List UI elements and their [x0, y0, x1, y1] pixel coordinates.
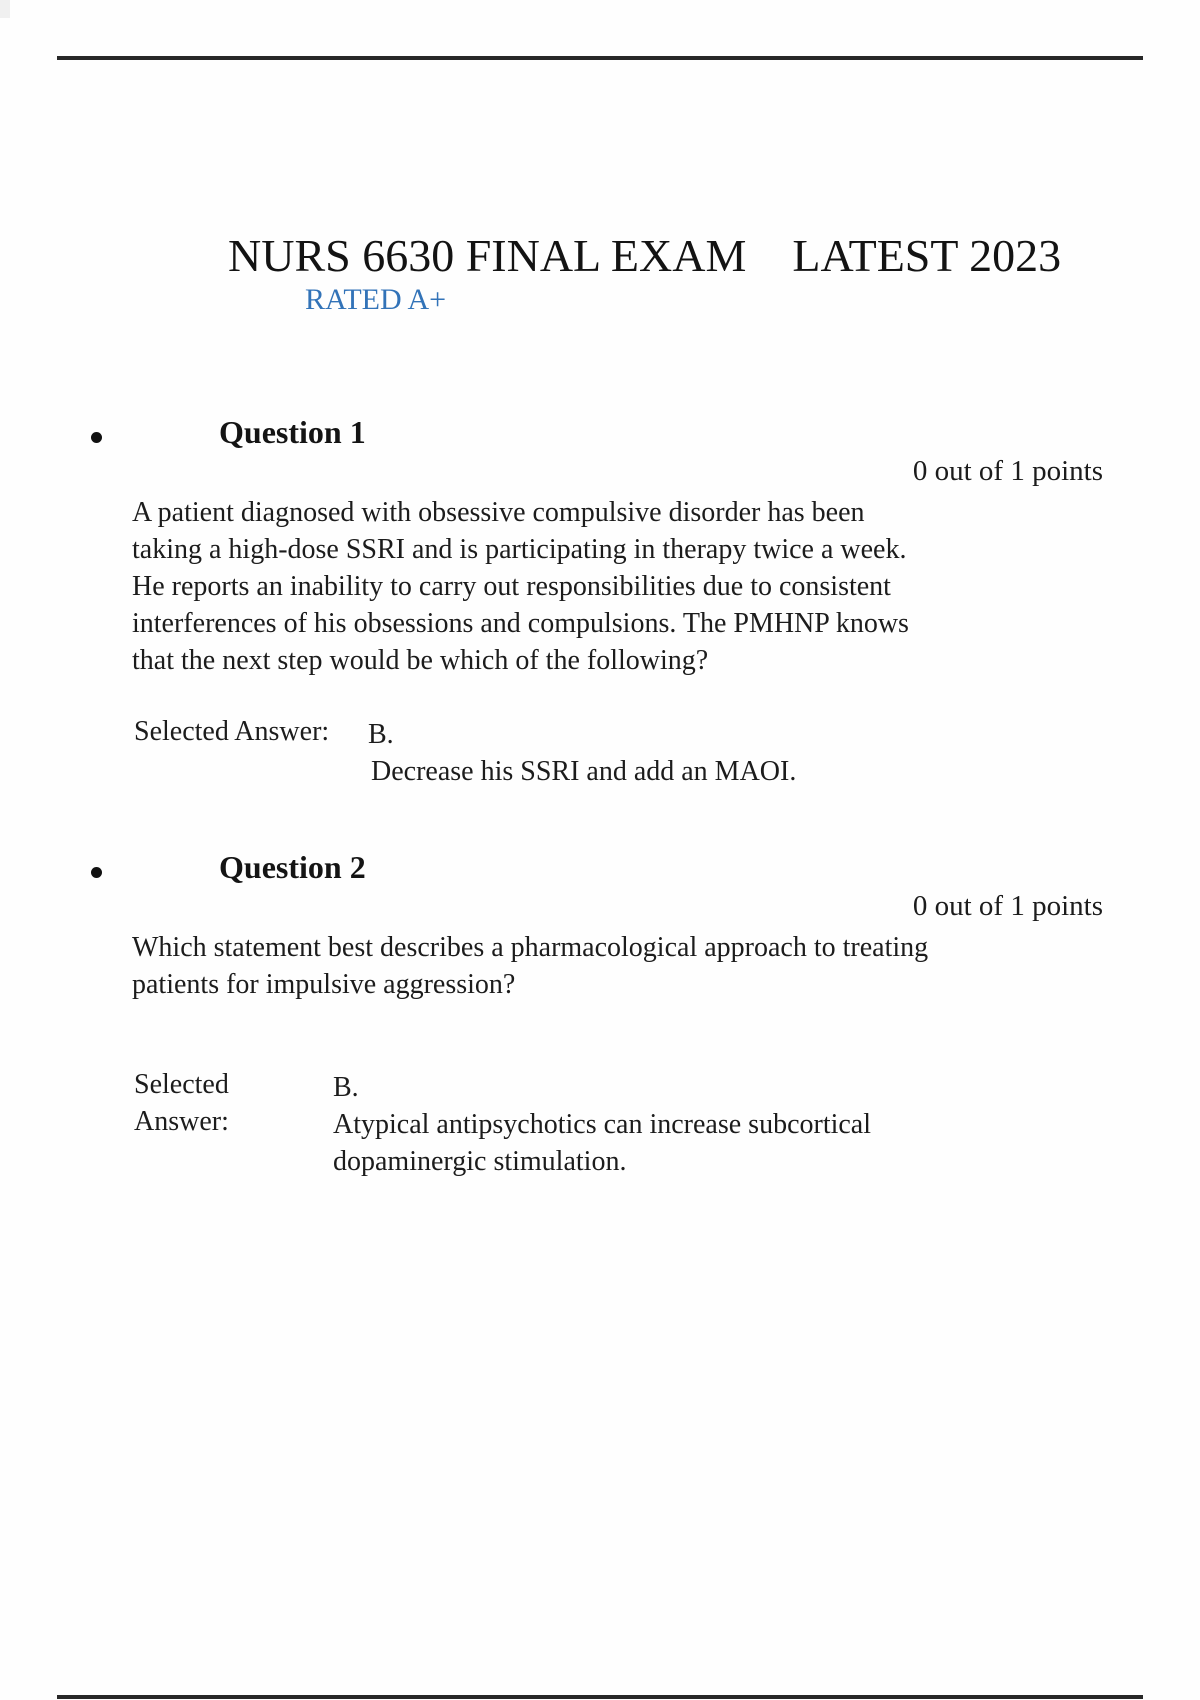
document-title: NURS 6630 FINAL EXAM LATEST 2023: [228, 230, 1062, 281]
question-2-answer-label: Answer:: [134, 1106, 229, 1137]
text-line: Which statement best describes a pharmacological approach to treating: [132, 932, 929, 963]
question-2-points: 0 out of 1 points: [912, 890, 1103, 922]
text-line: taking a high-dose SSRI and is participating in therapy twice a week.: [132, 534, 907, 565]
text-line: Decrease his SSRI and add an MAOI.: [371, 756, 797, 787]
question-2-answer-text: [333, 1106, 871, 1180]
text-line: dopaminergic stimulation.: [333, 1146, 627, 1177]
text-line: He reports an inability to carry out responsibilities due to consistent: [132, 571, 891, 602]
question-1-answer-text: [371, 753, 796, 790]
scan-corner-artifact: [0, 0, 10, 18]
question-1-points: 0 out of 1 points: [912, 455, 1103, 487]
question-1-body: [132, 494, 909, 679]
question-1-heading: Question 1: [219, 414, 366, 450]
question-2-heading: Question 2: [219, 849, 366, 885]
question-2-body: [132, 929, 928, 1003]
text-line: Atypical antipsychotics can increase subcortical: [333, 1109, 872, 1140]
bottom-rule: [57, 1695, 1143, 1699]
question-1-selected-answer-label: Selected Answer:: [134, 716, 330, 747]
question-2-bullet-icon: [91, 867, 102, 878]
text-line: patients for impulsive aggression?: [132, 969, 516, 1000]
question-2-answer-letter: B.: [333, 1072, 359, 1103]
question-1-answer-letter: B.: [368, 719, 394, 750]
question-2-selected-label: Selected: [134, 1069, 229, 1100]
top-rule: [57, 56, 1143, 60]
text-line: A patient diagnosed with obsessive compulsive disorder has been: [132, 497, 865, 528]
text-line: interferences of his obsessions and compulsions. The PMHNP knows: [132, 608, 909, 639]
document-subtitle: RATED A+: [305, 283, 447, 316]
question-1-bullet-icon: [91, 432, 102, 443]
text-line: that the next step would be which of the following?: [132, 645, 709, 676]
